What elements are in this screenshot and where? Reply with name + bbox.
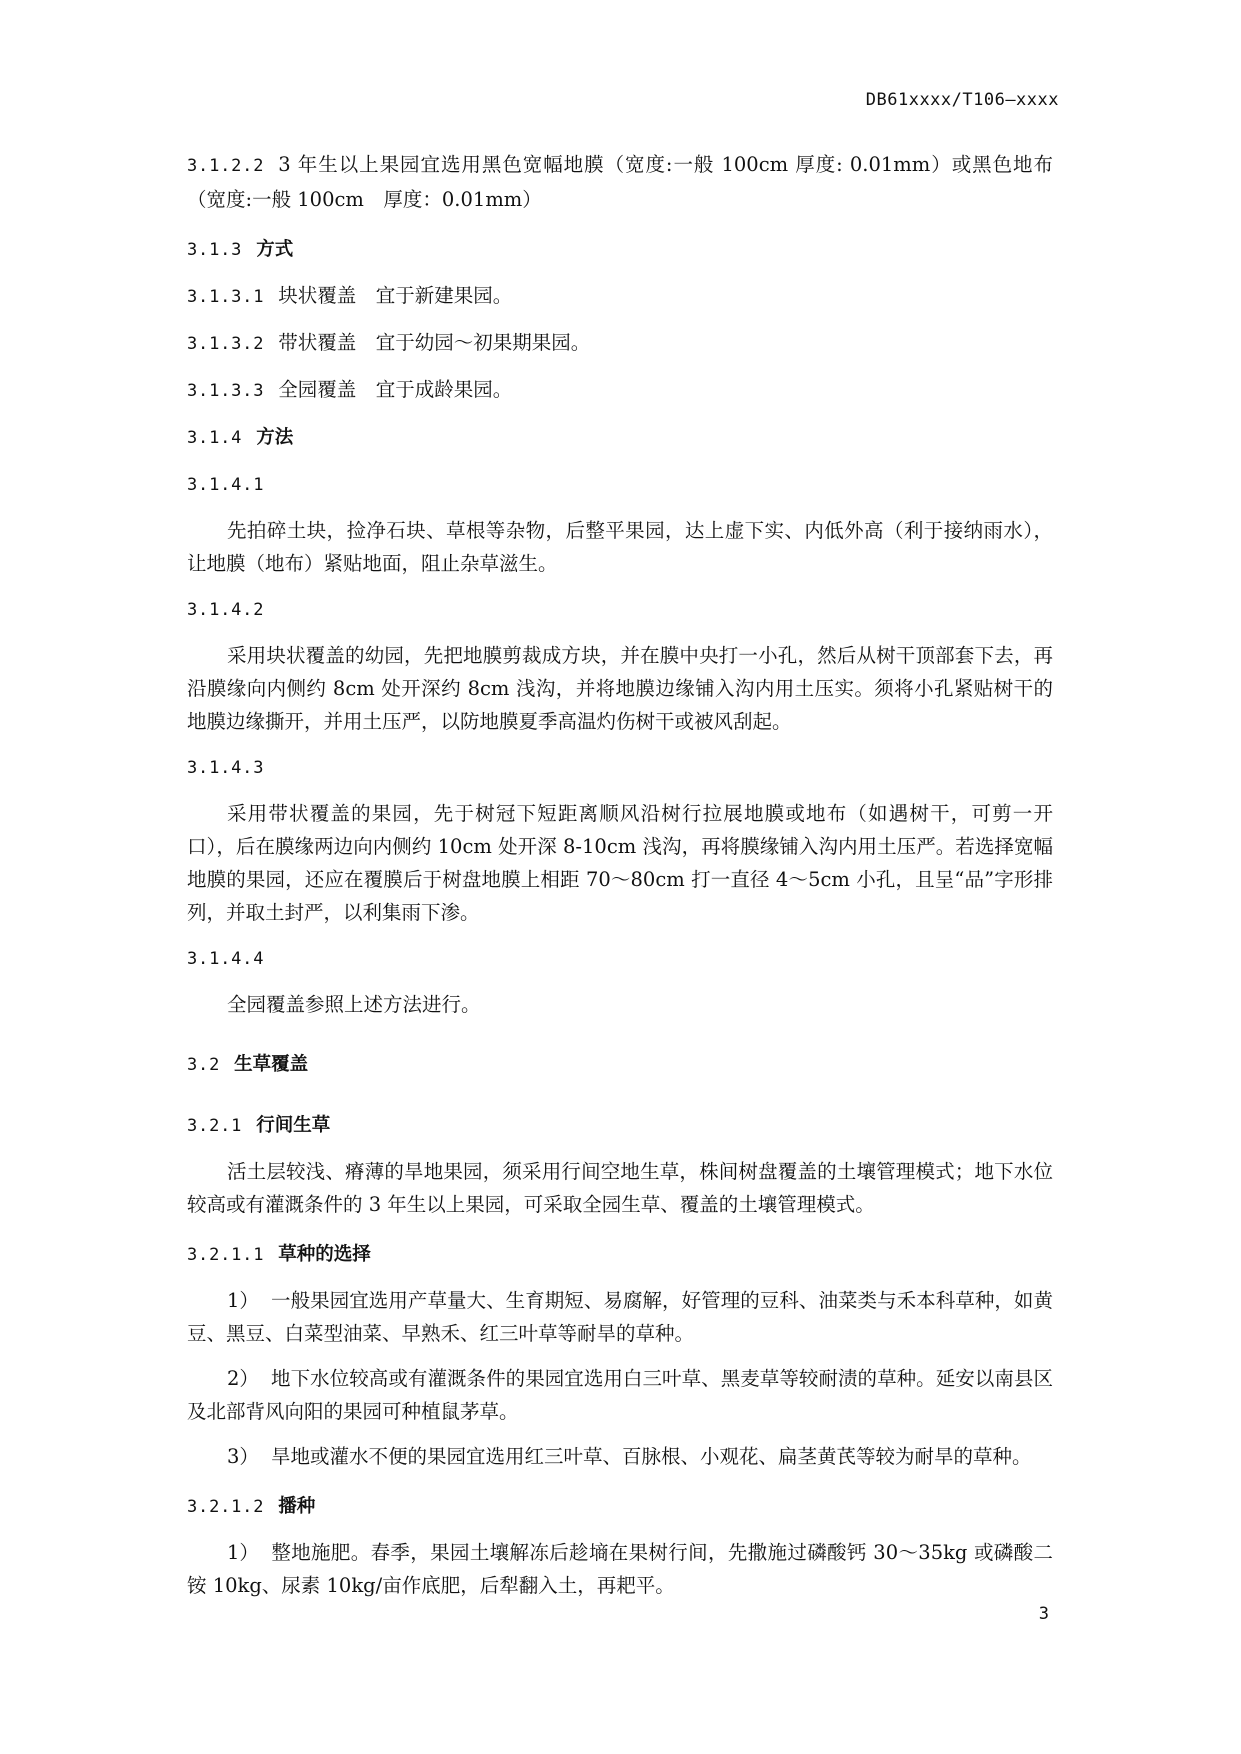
list-item-label: 3） [227,1445,259,1468]
clause-number: 3.1.4.2 [187,600,265,620]
clause-number: 3.1.3.1 [187,287,265,307]
list-item-label: 1） [227,1289,259,1312]
heading-title: 方式 [256,239,294,260]
list-item-text: 整地施肥。春季，果园土壤解冻后趁墒在果树行间，先撒施过磷酸钙 30～35kg 或磷酸二铵 10kg、尿素 10kg/亩作底肥，后犁翻入土，再耙平。 [187,1541,1053,1597]
clause-text: 全园覆盖 宜于成龄果园。 [278,378,513,401]
document-body [187,148,1053,1602]
heading-number: 3.2 [187,1055,221,1075]
list-item [187,1536,1053,1602]
list-item [187,1440,1053,1473]
list-item-label: 1） [227,1541,259,1564]
clause-number: 3.1.4.3 [187,758,265,778]
clause-number: 3.1.2.2 [187,156,265,176]
heading-3-2 [187,1047,1053,1082]
clause-3-1-4-1-number [187,467,1053,502]
clause-number: 3.1.3.3 [187,381,265,401]
clause-3-1-4-3-number [187,750,1053,785]
heading-title: 行间生草 [256,1115,331,1136]
heading-number: 3.2.1.2 [187,1497,265,1517]
clause-text: 带状覆盖 宜于幼园～初果期果园。 [278,331,591,354]
clause-number: 3.1.4.4 [187,949,265,969]
heading-title: 播种 [278,1496,316,1517]
heading-3-2-1-2 [187,1489,1053,1524]
clause-3-1-4-1-text: 先拍碎土块，捡净石块、草根等杂物，后整平果园，达上虚下实、内低外高（利于接纳雨水），让地膜（地布）紧贴地面，阻止杂草滋生。 [187,519,1053,575]
list-item [187,1284,1053,1350]
clause-3-1-3-3 [187,373,1053,408]
document-code-header: DB61xxxx/T106—xxxx [865,90,1059,110]
heading-3-2-1 [187,1108,1053,1143]
heading-number: 3.1.4 [187,428,243,448]
clause-text: 3 年生以上果园宜选用黑色宽幅地膜（宽度:一般 100cm 厚度: 0.01mm）或黑色地布（宽度:一般 100cm 厚度：0.01mm） [187,153,1053,211]
list-item-text: 一般果园宜选用产草量大、生育期短、易腐解，好管理的豆科、油菜类与禾本科草种，如黄豆、黑豆、白菜型油菜、早熟禾、红三叶草等耐旱的草种。 [187,1289,1053,1345]
heading-number: 3.1.3 [187,240,243,260]
list-item-label: 2） [227,1367,259,1390]
page-number: 3 [1038,1604,1049,1624]
clause-3-2-1-text: 活土层较浅、瘠薄的旱地果园，须采用行间空地生草，株间树盘覆盖的土壤管理模式；地下水位较高或有灌溉条件的 3 年生以上果园，可采取全园生草、覆盖的土壤管理模式。 [187,1160,1053,1216]
clause-3-1-3-2 [187,326,1053,361]
heading-3-1-3 [187,232,1053,267]
clause-number: 3.1.3.2 [187,334,265,354]
clause-3-1-4-2-text: 采用块状覆盖的幼园，先把地膜剪裁成方块，并在膜中央打一小孔，然后从树干顶部套下去，再沿膜缘向内侧约 8cm 处开深约 8cm 浅沟，并将地膜边缘铺入沟内用土压实。须将小孔紧贴树干的地膜边缘撕开，并用土压严，以防地膜夏季高温灼伤树干或被风刮起。 [187,644,1053,733]
clause-3-1-4-4-text: 全园覆盖参照上述方法进行。 [227,993,481,1016]
list-item [187,1362,1053,1428]
list-item-text: 地下水位较高或有灌溉条件的果园宜选用白三叶草、黑麦草等较耐渍的草种。延安以南县区及北部背风向阳的果园可种植鼠茅草。 [187,1367,1053,1423]
clause-number: 3.1.4.1 [187,475,265,495]
clause-text: 块状覆盖 宜于新建果园。 [278,284,513,307]
heading-title: 生草覆盖 [234,1054,309,1075]
clause-3-1-4-2-number [187,592,1053,627]
clause-3-1-3-1 [187,279,1053,314]
heading-number: 3.2.1 [187,1116,243,1136]
list-item-text: 旱地或灌水不便的果园宜选用红三叶草、百脉根、小观花、扁茎黄芪等较为耐旱的草种。 [271,1445,1032,1468]
heading-title: 方法 [256,427,294,448]
clause-3-1-4-3-text: 采用带状覆盖的果园，先于树冠下短距离顺风沿树行拉展地膜或地布（如遇树干，可剪一开口），后在膜缘两边向内侧约 10cm 处开深 8-10cm 浅沟，再将膜缘铺入沟内用土压严。若选择宽幅地膜的果园，还应在覆膜后于树盘地膜上相距 70～80cm 打一直径 4～5cm 小孔，且呈“品”字形排列，并取土封严，以利集雨下渗。 [187,802,1053,924]
heading-3-1-4 [187,420,1053,455]
clause-3-1-4-4-number [187,941,1053,976]
heading-number: 3.2.1.1 [187,1245,265,1265]
heading-title: 草种的选择 [278,1244,371,1265]
heading-3-2-1-1 [187,1237,1053,1272]
clause-3-1-2-2 [187,148,1053,216]
